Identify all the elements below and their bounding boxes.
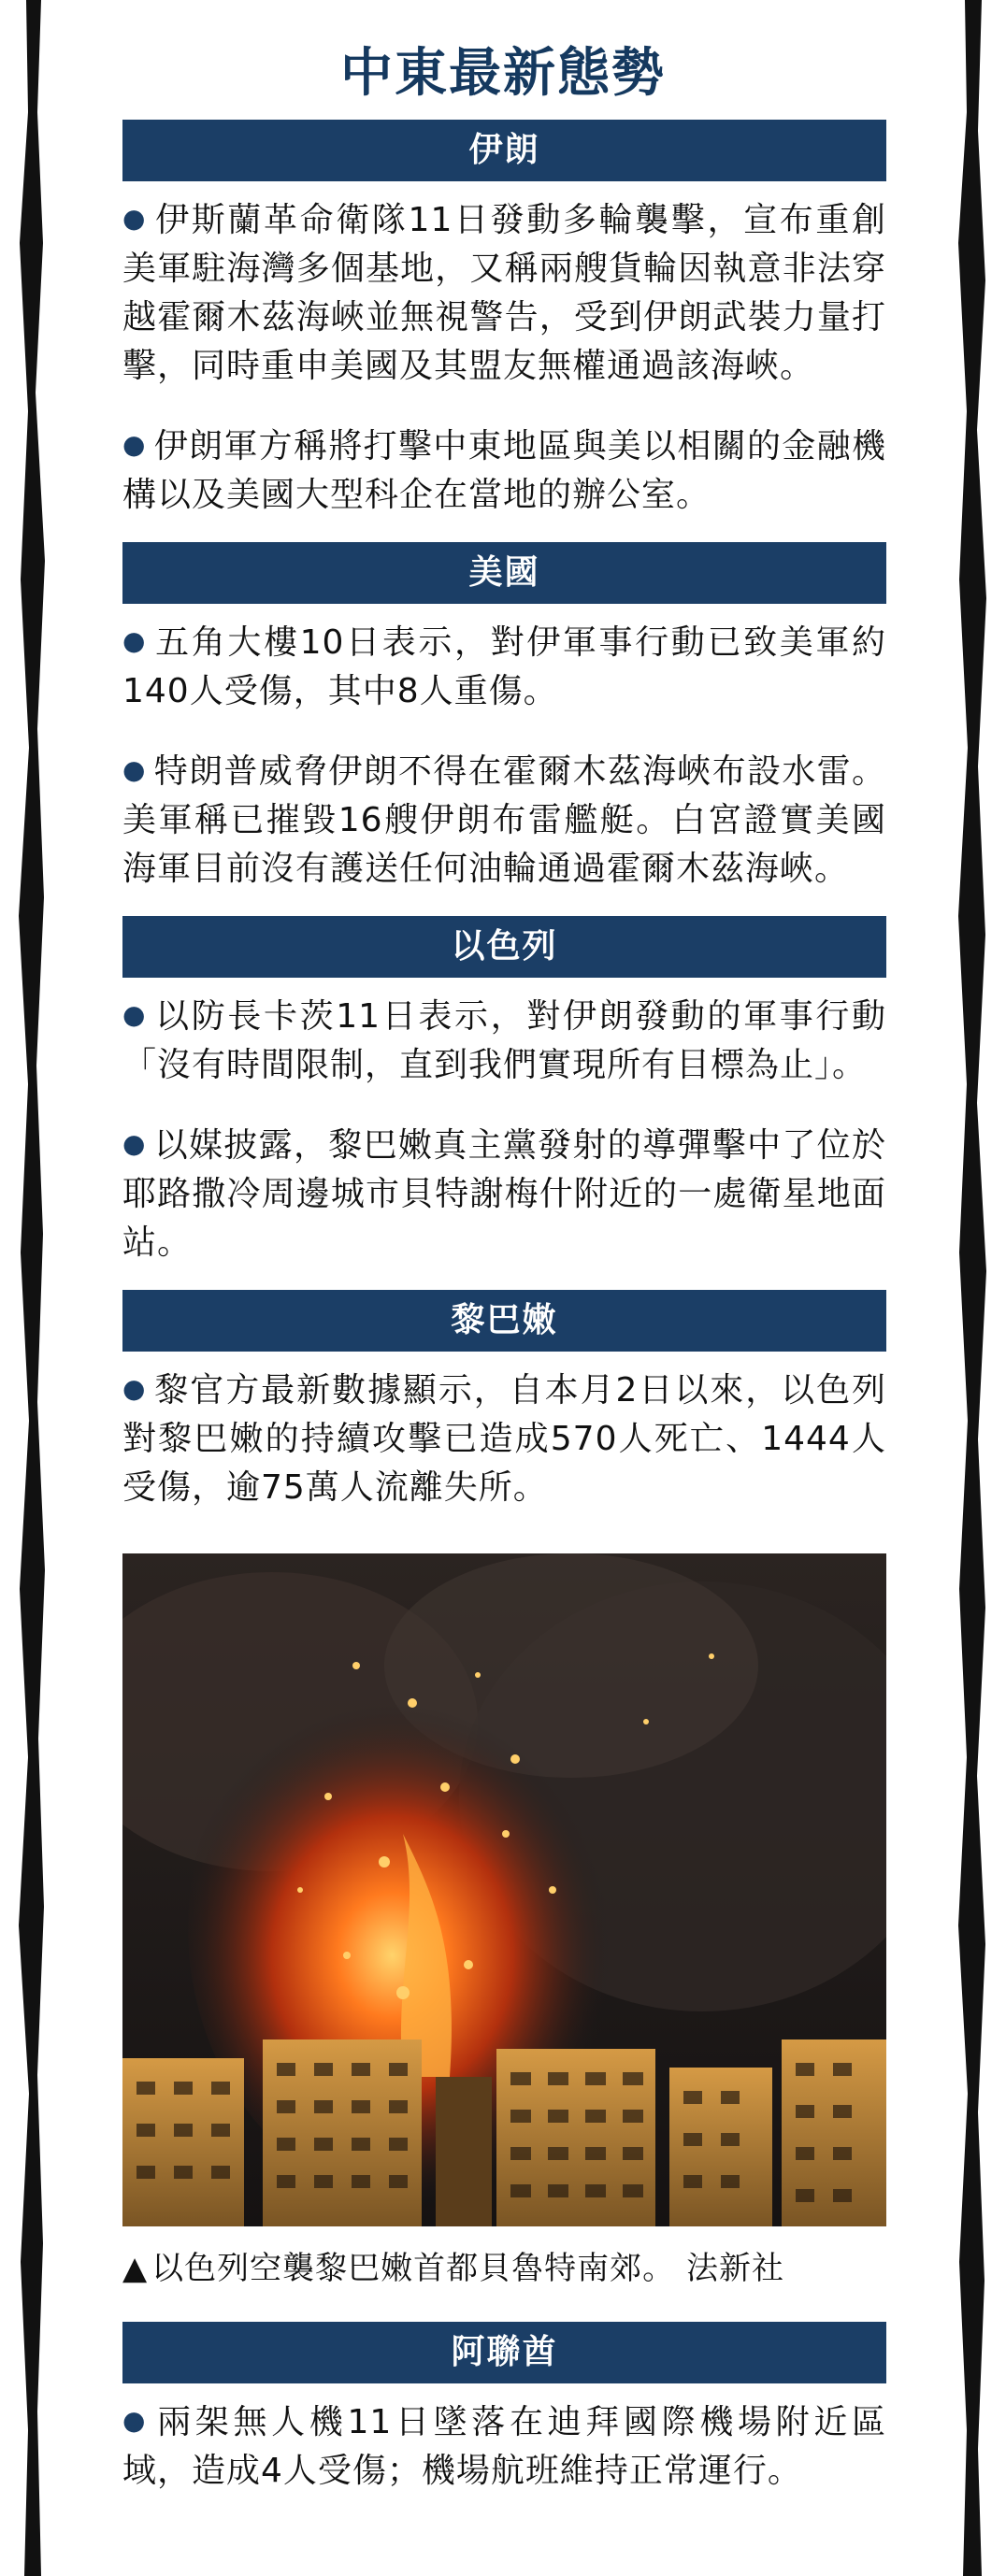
section-header: 美國 [122,542,886,604]
article-body [122,120,886,2518]
section-lebanon [122,1290,886,2294]
section-usa [122,542,886,916]
bullet-icon: ● [122,2405,151,2436]
bullet-item: ● 伊斯蘭革命衛隊11日發動多輪襲擊，宣布重創美軍駐海灣多個基地，又稱兩艘貨輪因執意非法穿越霍爾木茲海峽並無視警告，受到伊朗武裝力量打擊，同時重申美國及其盟友無權通過該海峽。 [122,201,886,385]
section-iran [122,120,886,542]
bullet-item: ● 伊朗軍方稱將打擊中東地區與美以相關的金融機構以及美國大型科企在當地的辦公室。 [122,427,886,514]
bullet-item: ● 以媒披露，黎巴嫩真主黨發射的導彈擊中了位於耶路撒冷周邊城市貝特謝梅什附近的一處衛星地面站。 [122,1126,886,1262]
section-header: 阿聯酋 [122,2322,886,2383]
bullet-item: ● 黎官方最新數據顯示，自本月2日以來，以色列對黎巴嫩的持續攻擊已造成570人死亡、1444人受傷，逾75萬人流離失所。 [122,1371,886,1507]
bullet-item: ● 以防長卡茨11日表示，對伊朗發動的軍事行動「沒有時間限制，直到我們實現所有目標為止」。 [122,997,886,1084]
section-israel [122,916,886,1290]
bullet-item: ● 特朗普威脅伊朗不得在霍爾木茲海峽布設水雷。美軍稱已摧毀16艘伊朗布雷艦艇。白宮證實美國海軍目前沒有護送任何油輪通過霍爾木茲海峽。 [122,752,886,888]
bullet-icon: ● [122,754,147,785]
bullet-icon: ● [122,429,147,460]
page-title: 中東最新態勢 [340,43,666,104]
bullet-icon: ● [122,999,149,1030]
triangle-marker-icon: ▲ [122,2250,149,2287]
bullet-item: ● 兩架無人機11日墜落在迪拜國際機場附近區域，造成4人受傷；機場航班維持正常運行。 [122,2403,886,2490]
section-header: 黎巴嫩 [122,1290,886,1352]
bullet-icon: ● [122,1373,148,1404]
bullet-icon: ● [122,203,149,234]
section-header: 伊朗 [122,120,886,181]
bullet-icon: ● [122,1128,147,1159]
section-header: 以色列 [122,916,886,978]
news-photo-beirut-airstrike [122,1553,886,2226]
section-uae [122,2322,886,2518]
brush-border-left [0,0,56,2576]
brush-border-right [950,0,1006,2576]
photo-caption: ▲ 以色列空襲黎巴嫩首都貝魯特南郊。 法新社 [122,2250,784,2287]
bullet-item: ● 五角大樓10日表示，對伊軍事行動已致美軍約140人受傷，其中8人重傷。 [122,623,886,710]
bullet-icon: ● [122,625,149,656]
